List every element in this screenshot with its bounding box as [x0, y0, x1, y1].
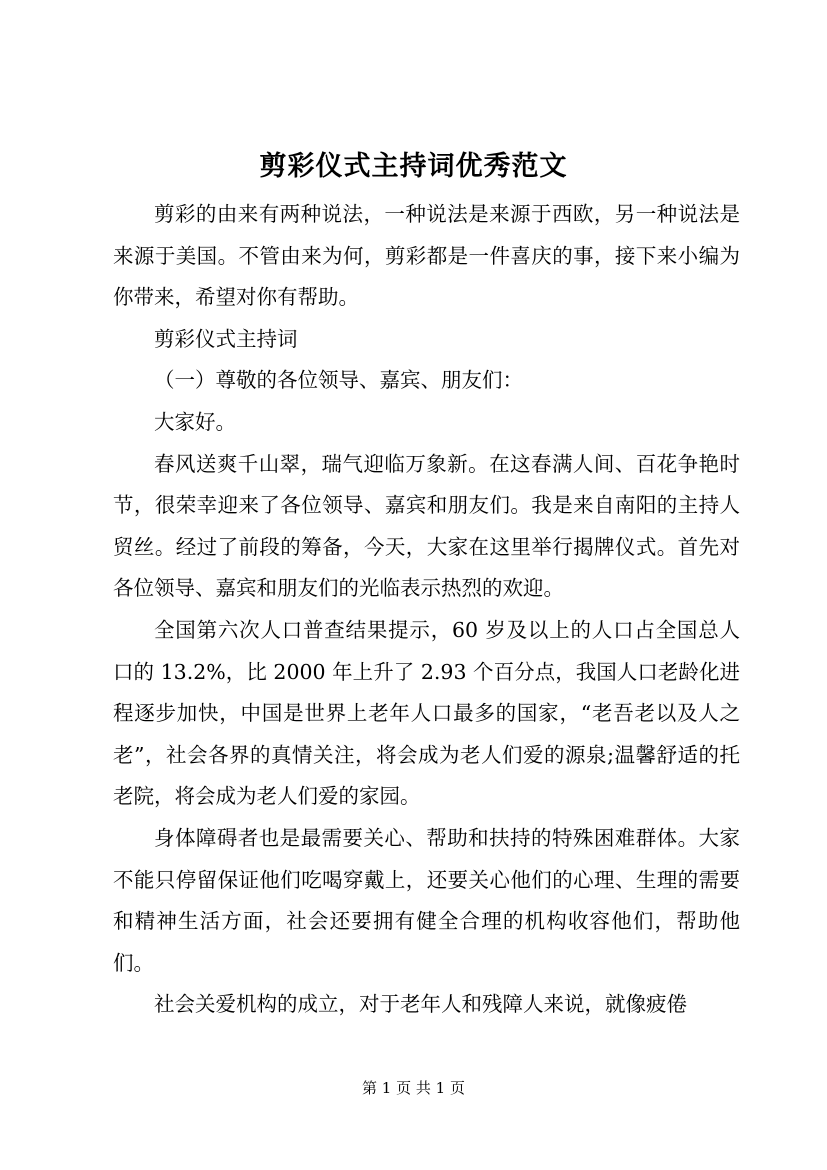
document-title: 剪彩仪式主持词优秀范文: [259, 151, 568, 182]
paragraph-heading: 剪彩仪式主持词: [154, 326, 298, 351]
paragraph-institution: 社会关爱机构的成立，对于老年人和残障人来说，就像疲倦: [154, 992, 687, 1017]
paragraph-salutation: （一）尊敬的各位领导、嘉宾、朋友们：: [154, 368, 523, 393]
paragraph-welcome: 春风送爽千山翠，瑞气迎临万象新。在这春满人间、百花争艳时节，很荣幸迎来了各位领导、嘉宾和朋友们。我是来自南阳的主持人贸丝。经过了前段的筹备，今天，大家在这里举行揭牌仪式。首先对各位领导、嘉宾和朋友们的光临表示热烈的欢迎。: [113, 451, 740, 601]
paragraph-disabled: 身体障碍者也是最需要关心、帮助和扶持的特殊困难群体。大家不能只停留保证他们吃喝穿戴上，还要关心他们的心理、生理的需要和精神生活方面，社会还要拥有健全合理的机构收容他们，帮助他们。: [113, 825, 740, 975]
document-body: [113, 194, 740, 1026]
paragraph-census: 全国第六次人口普查结果提示，60 岁及以上的人口占全国总人口的 13.2%，比 2000 年上升了 2.93 个百分点，我国人口老龄化进程逐步加快，中国是世界上老年人口最多的国家，“老吾老以及人之老”，社会各界的真情关注，将会成为老人们爱的源泉;温馨舒适的托老院，将会成为老人们爱的家园。: [113, 617, 740, 809]
paragraph-greeting: 大家好。: [154, 409, 236, 434]
paragraph-intro: 剪彩的由来有两种说法，一种说法是来源于西欧，另一种说法是来源于美国。不管由来为何，剪彩都是一件喜庆的事，接下来小编为你带来，希望对你有帮助。: [113, 202, 740, 310]
page-footer: 第 1 页 共 1 页: [362, 1079, 465, 1097]
